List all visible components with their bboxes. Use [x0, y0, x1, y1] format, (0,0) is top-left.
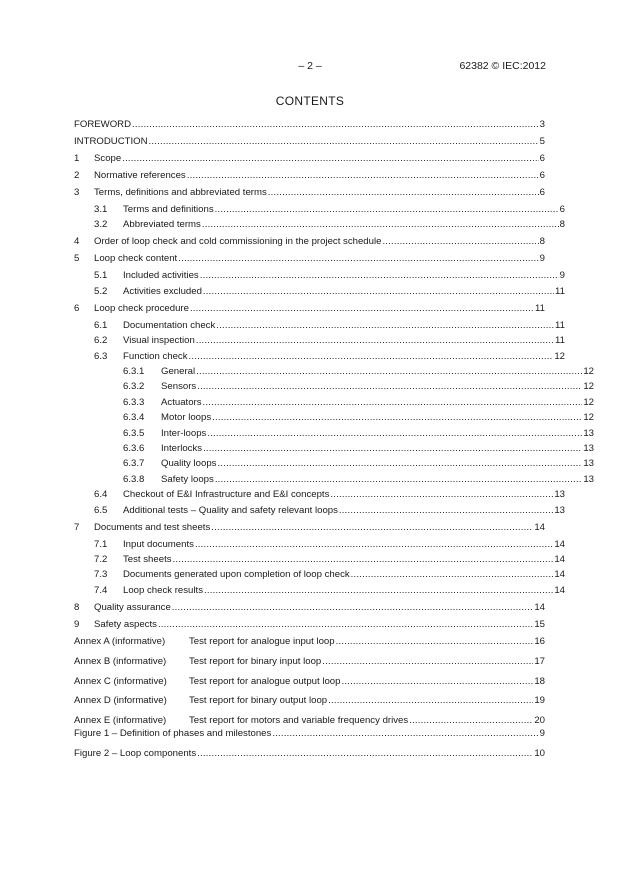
entry-title: Test report for binary output loop	[189, 695, 328, 707]
entry-number: 7.1	[94, 538, 108, 550]
entry-page-number: 14	[554, 584, 565, 596]
entry-number: 6.3.4	[123, 412, 145, 424]
entry-number: 6.5	[94, 504, 108, 516]
toc-entry[interactable]	[74, 269, 565, 282]
entry-page-number: 18	[534, 675, 545, 687]
entry-page-number: 13	[583, 443, 594, 454]
dot-leader	[158, 618, 533, 631]
entry-title: Loop check procedure	[94, 302, 189, 314]
entry-number: 6.3.1	[123, 366, 145, 377]
entry-page-number: 10	[534, 747, 545, 759]
entry-page-number: 3	[539, 119, 545, 130]
entry-number: 4	[74, 236, 80, 248]
dot-leader	[196, 365, 582, 378]
figures-entry[interactable]	[74, 747, 545, 760]
entry-title: General	[161, 366, 196, 377]
toc-entry[interactable]	[74, 714, 545, 727]
dot-leader	[382, 235, 538, 248]
toc-entry[interactable]	[74, 427, 594, 440]
entry-title: Normative references	[94, 170, 186, 181]
entry-number: 6.3.2	[123, 381, 145, 393]
entry-page-number: 14	[534, 601, 545, 613]
dot-leader	[351, 568, 554, 581]
toc-entry[interactable]	[74, 334, 565, 347]
toc-entry[interactable]	[74, 411, 594, 424]
entry-title: Actuators	[161, 396, 202, 408]
entry-title: Figure 2 – Loop components	[74, 747, 197, 759]
entry-number: 9	[74, 618, 80, 630]
toc-entry[interactable]	[74, 396, 594, 409]
entry-page-number: 8	[559, 219, 565, 231]
entry-title: Activities excluded	[123, 285, 202, 297]
dot-leader	[207, 427, 582, 440]
dot-leader	[190, 302, 534, 315]
toc-entry[interactable]	[74, 319, 565, 332]
dot-leader	[149, 135, 539, 148]
dot-leader	[202, 218, 559, 231]
entry-page-number: 6	[539, 187, 545, 198]
toc-entry[interactable]	[74, 504, 565, 517]
toc-entry[interactable]	[74, 302, 545, 315]
toc-entry[interactable]	[74, 380, 594, 393]
entry-number: Annex A (informative)	[74, 636, 166, 648]
entry-page-number: 11	[555, 335, 565, 347]
entry-number: 6	[74, 302, 80, 314]
entry-page-number: 15	[534, 618, 545, 630]
entry-number: 3	[74, 187, 80, 198]
entry-title: Motor loops	[161, 412, 212, 424]
toc-entry[interactable]	[74, 601, 545, 614]
dot-leader	[200, 269, 559, 282]
entry-number: 6.3	[94, 350, 108, 362]
toc-entry[interactable]	[74, 203, 565, 216]
page-title: CONTENTS	[275, 94, 345, 108]
entry-page-number: 6	[539, 170, 545, 181]
toc-entry[interactable]	[74, 584, 565, 597]
entry-page-number: 9	[539, 728, 545, 739]
entry-number: 6.3.5	[123, 427, 145, 439]
entry-page-number: 13	[583, 458, 594, 470]
dot-leader	[215, 473, 583, 486]
entry-page-number: 11	[535, 302, 545, 314]
entry-title: Function check	[123, 350, 188, 362]
entry-page-number: 12	[583, 412, 594, 424]
entry-title: Documentation check	[123, 319, 216, 331]
entry-title: Quality assurance	[94, 601, 171, 613]
entry-page-number: 20	[534, 714, 545, 726]
dot-leader	[322, 655, 533, 668]
entry-page-number: 19	[534, 695, 545, 707]
entry-title: Documents generated upon completion of loop check	[123, 569, 350, 581]
dot-leader	[187, 169, 539, 182]
entry-page-number: 13	[554, 489, 565, 501]
entry-title: Checkout of E&I Infrastructure and E&I concepts	[123, 489, 330, 501]
toc-entry[interactable]	[74, 442, 594, 455]
entry-title: Safety loops	[161, 473, 214, 485]
toc-entry[interactable]	[74, 350, 565, 363]
entry-page-number: 12	[583, 381, 594, 393]
entry-number: 5.2	[94, 285, 108, 297]
dot-leader	[204, 584, 553, 597]
entry-number: Annex B (informative)	[74, 655, 167, 667]
entry-number: 3.1	[94, 204, 108, 215]
entry-title: Loop check content	[94, 253, 178, 265]
entry-number: 1	[74, 153, 80, 164]
entry-number: Annex E (informative)	[74, 714, 167, 726]
entry-page-number: 5	[539, 136, 545, 147]
dot-leader	[409, 714, 533, 727]
entry-title: FOREWORD	[74, 119, 132, 130]
dot-leader	[195, 538, 553, 551]
entry-page-number: 13	[583, 427, 594, 439]
entry-page-number: 13	[554, 504, 565, 516]
figures-entry[interactable]	[74, 727, 545, 740]
entry-title: Test sheets	[123, 554, 172, 565]
entry-page-number: 14	[534, 521, 545, 533]
dot-leader	[172, 601, 534, 614]
toc-entry[interactable]	[74, 553, 565, 566]
entry-title: Included activities	[123, 270, 199, 282]
entry-number: 3.2	[94, 219, 108, 231]
entry-title: Terms, definitions and abbreviated terms	[94, 187, 267, 198]
entry-number: 8	[74, 601, 80, 613]
entry-number: 6.3.6	[123, 443, 145, 454]
toc-entry[interactable]	[74, 521, 545, 534]
dot-leader	[203, 285, 554, 298]
entry-title: Test report for analogue input loop	[189, 636, 335, 648]
entry-title: Inter-loops	[161, 427, 207, 439]
entry-title: Figure 1 – Definition of phases and milestones	[74, 728, 272, 739]
dot-leader	[217, 457, 582, 470]
dot-leader	[197, 380, 582, 393]
entry-number: 7.2	[94, 554, 108, 565]
entry-title: INTRODUCTION	[74, 136, 148, 147]
toc-entry[interactable]	[74, 488, 565, 501]
toc-entry[interactable]	[74, 186, 545, 199]
dot-leader	[122, 152, 538, 165]
toc-entry[interactable]	[74, 694, 545, 707]
dot-leader	[330, 488, 553, 501]
dot-leader	[268, 186, 539, 199]
entry-page-number: 6	[539, 153, 545, 164]
entry-title: Additional tests – Quality and safety relevant loops	[123, 504, 338, 516]
entry-number: 5	[74, 253, 80, 265]
entry-number: 7	[74, 521, 80, 533]
toc-entry[interactable]	[74, 618, 545, 631]
entry-page-number: 12	[583, 366, 594, 377]
dot-leader	[203, 396, 583, 409]
entry-page-number: 14	[554, 569, 565, 581]
entry-number: 6.2	[94, 335, 108, 347]
entry-title: Test report for motors and variable frequency drives	[189, 714, 409, 726]
dot-leader	[272, 727, 538, 740]
toc-entry[interactable]	[74, 118, 545, 131]
standard-reference: 62382 © IEC:2012	[459, 60, 546, 72]
dot-leader	[215, 203, 559, 216]
entry-title: Documents and test sheets	[94, 521, 211, 533]
entry-number: Annex C (informative)	[74, 675, 167, 687]
entry-page-number: 12	[583, 396, 594, 408]
toc-entry[interactable]	[74, 457, 594, 470]
toc-entry[interactable]	[74, 235, 545, 248]
entry-number: Annex D (informative)	[74, 695, 167, 707]
entry-title: Input documents	[123, 538, 194, 550]
toc-entry[interactable]	[74, 473, 594, 486]
entry-number: 7.4	[94, 584, 108, 596]
entry-page-number: 8	[539, 236, 545, 248]
dot-leader	[203, 442, 582, 455]
dot-leader	[328, 694, 533, 707]
dot-leader	[341, 675, 533, 688]
entry-title: Sensors	[161, 381, 197, 393]
dot-leader	[212, 411, 582, 424]
toc-entry[interactable]	[74, 285, 565, 298]
page-number: – 2 –	[298, 60, 322, 72]
dot-leader	[196, 334, 554, 347]
toc-entry[interactable]	[74, 135, 545, 148]
dot-leader	[216, 319, 554, 332]
entry-page-number: 9	[539, 253, 545, 265]
toc-entry[interactable]	[74, 365, 594, 378]
entry-number: 6.4	[94, 489, 108, 501]
entry-page-number: 11	[555, 285, 565, 297]
entry-page-number: 11	[555, 319, 565, 331]
entry-title: Loop check results	[123, 584, 203, 596]
entry-title: Abbreviated terms	[123, 219, 201, 231]
entry-number: 6.3.7	[123, 458, 145, 470]
entry-page-number: 6	[559, 204, 565, 215]
entry-title: Quality loops	[161, 458, 217, 470]
entry-number: 7.3	[94, 569, 108, 581]
toc-entry[interactable]	[74, 252, 545, 265]
entry-number: 6.3.8	[123, 473, 145, 485]
dot-leader	[336, 635, 534, 648]
entry-title: Scope	[94, 153, 122, 164]
entry-number: 2	[74, 170, 80, 181]
entry-title: Order of loop check and cold commissioning in the project schedule	[94, 236, 382, 248]
toc-entry[interactable]	[74, 538, 565, 551]
entry-number: 5.1	[94, 270, 108, 282]
entry-title: Visual inspection	[123, 335, 195, 347]
entry-title: Test report for analogue output loop	[189, 675, 341, 687]
entry-page-number: 17	[534, 655, 545, 667]
dot-leader	[211, 521, 533, 534]
entry-page-number: 9	[559, 270, 565, 282]
toc-entry[interactable]	[74, 218, 565, 231]
entry-number: 6.3.3	[123, 396, 145, 408]
entry-title: Safety aspects	[94, 618, 157, 630]
entry-number: 6.1	[94, 319, 108, 331]
entry-page-number: 16	[534, 636, 545, 648]
toc-entry[interactable]	[74, 635, 545, 648]
toc-entry[interactable]	[74, 655, 545, 668]
dot-leader	[173, 553, 554, 566]
entry-page-number: 14	[554, 538, 565, 550]
toc-entry[interactable]	[74, 568, 565, 581]
dot-leader	[339, 504, 553, 517]
dot-leader	[189, 350, 554, 363]
dot-leader	[197, 747, 533, 760]
entry-page-number: 13	[583, 473, 594, 485]
entry-title: Test report for binary input loop	[189, 655, 322, 667]
toc-entry[interactable]	[74, 675, 545, 688]
entry-title: Interlocks	[161, 443, 203, 454]
dot-leader	[178, 252, 538, 265]
toc-entry[interactable]	[74, 169, 545, 182]
entry-page-number: 14	[554, 554, 565, 565]
entry-title: Terms and definitions	[123, 204, 214, 215]
toc-entry[interactable]	[74, 152, 545, 165]
dot-leader	[132, 118, 539, 131]
entry-page-number: 12	[554, 350, 565, 362]
